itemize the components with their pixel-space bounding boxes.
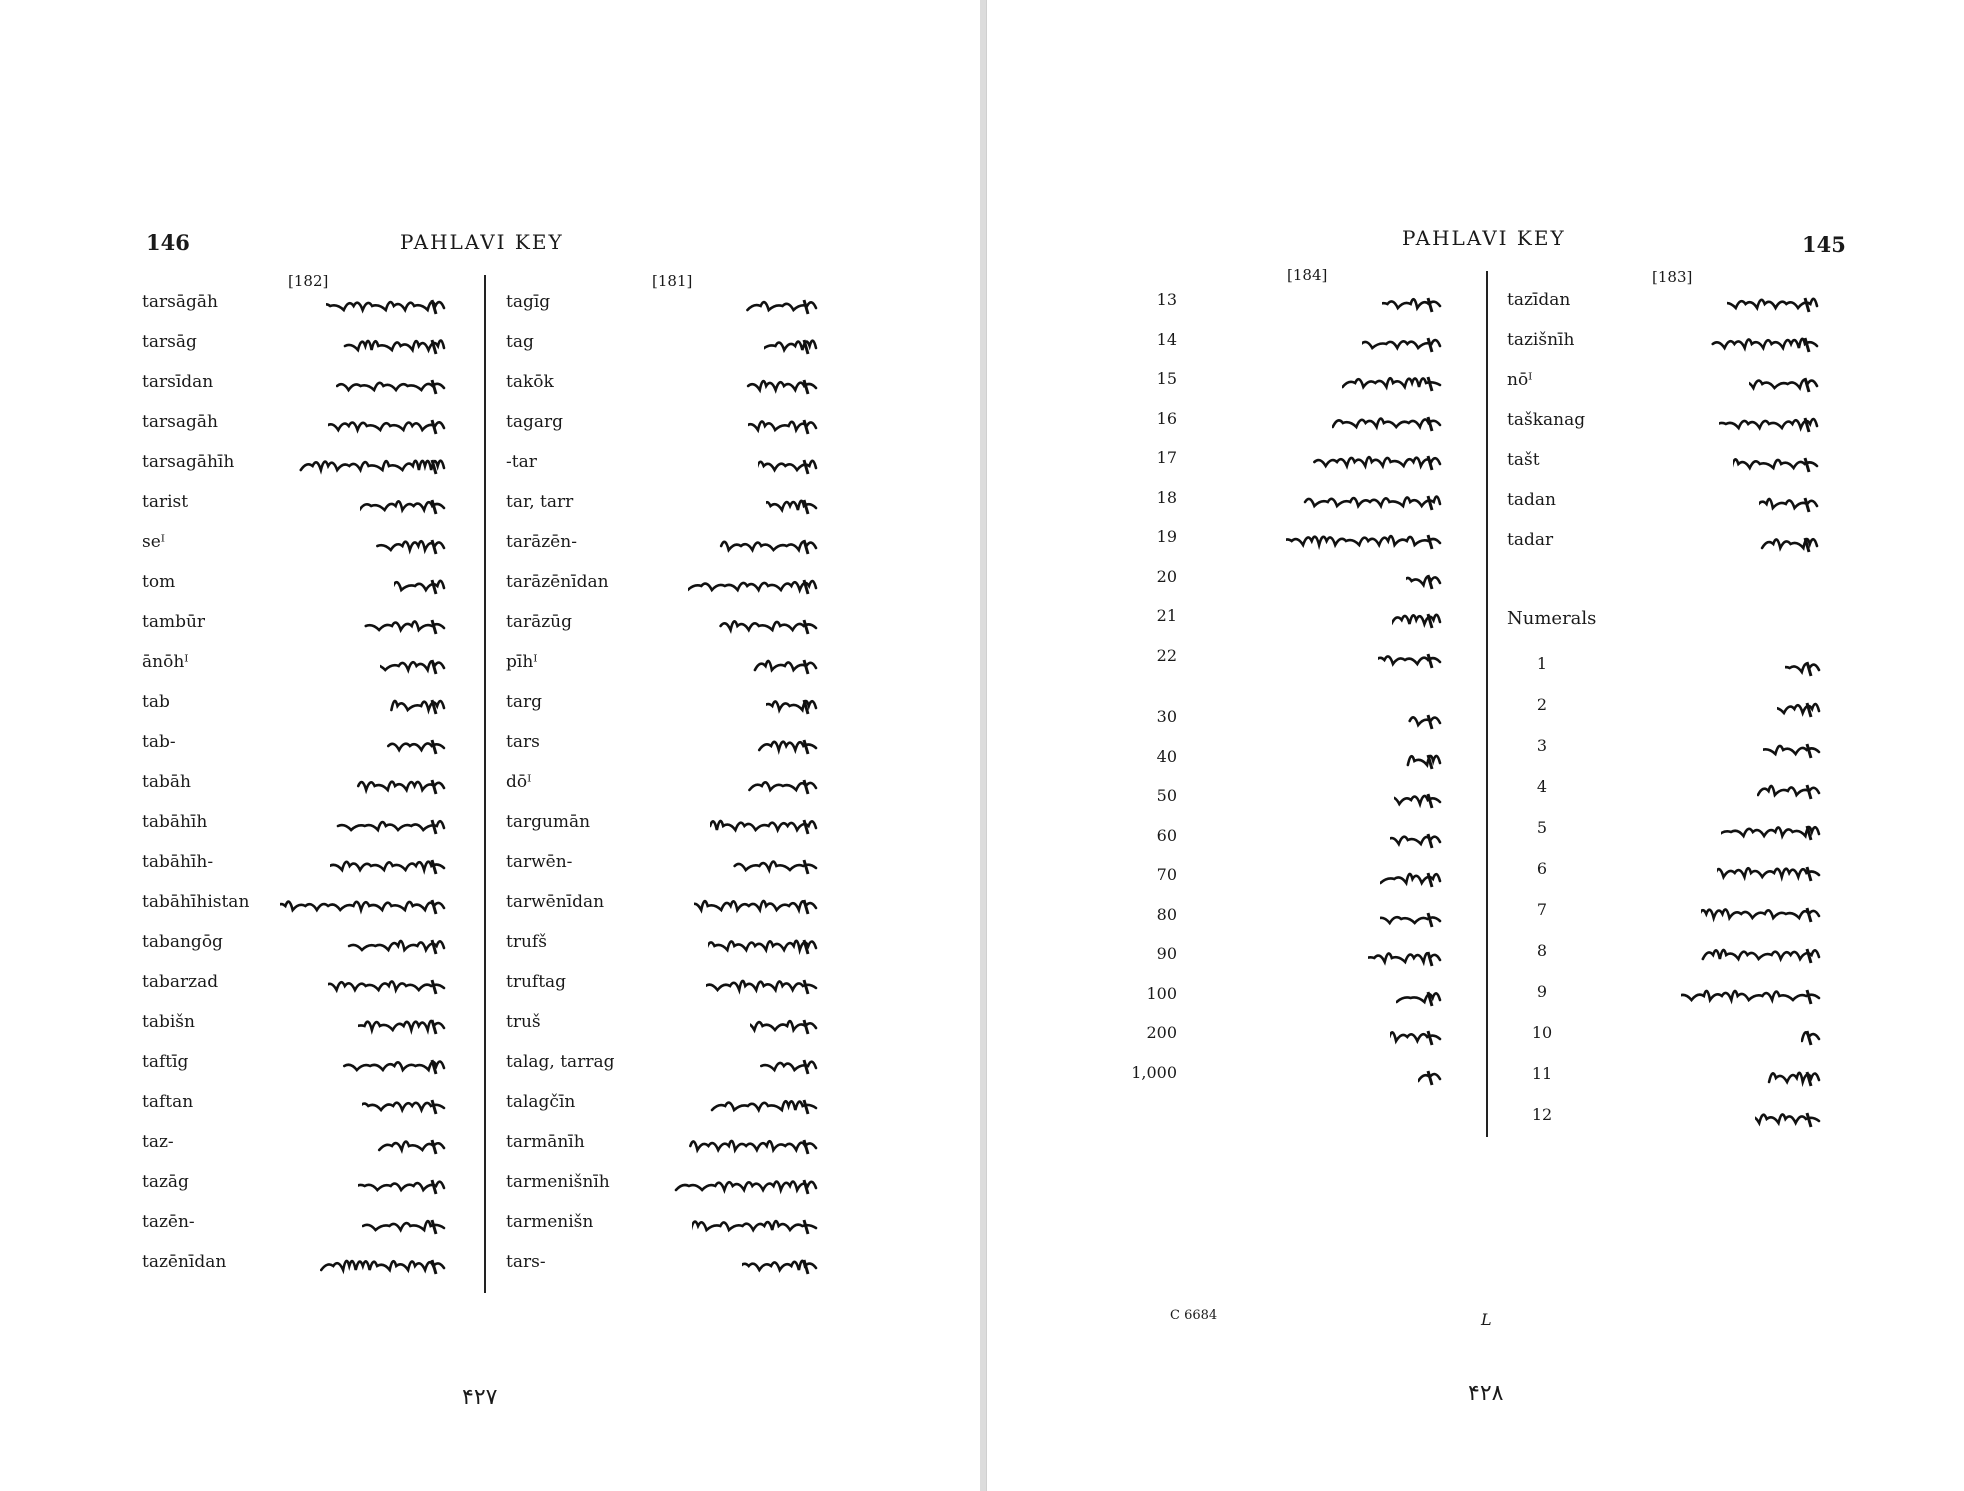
transliteration: tabāhīhistan [142,892,250,912]
transliteration: tadan [1507,490,1556,510]
glossary-row [987,370,1964,402]
pahlavi-script-glyph [706,970,818,1000]
transliteration: tarmenišn [506,1212,594,1232]
pahlavi-script-glyph [710,810,818,840]
pahlavi-script-glyph [750,1010,818,1040]
numeral-value: 13 [1156,290,1177,309]
glossary-row [0,1052,980,1084]
pahlavi-script-glyph [718,610,818,640]
transliteration: pīhᴵ [506,652,538,672]
pahlavi-script-glyph [748,770,818,800]
pahlavi-script-glyph [710,1090,818,1120]
glossary-row [0,452,980,484]
glossary-row [0,412,980,444]
left-page [0,0,981,1491]
numeral-row [987,1105,1964,1137]
glossary-row [0,972,980,1004]
transliteration: tagīg [506,292,551,312]
pahlavi-script-glyph [674,1170,818,1200]
glossary-row [0,1092,980,1124]
pahlavi-script-glyph [764,330,818,360]
numeral-value: 11 [1531,1064,1553,1083]
transliteration: nōᴵ [1507,370,1533,390]
pahlavi-script-glyph [688,1130,818,1160]
pahlavi-script-glyph [1785,652,1821,682]
transliteration: talagčīn [506,1092,576,1112]
pahlavi-script-glyph [694,890,818,920]
pahlavi-script-glyph [766,690,818,720]
numeral-row [987,567,1964,599]
transliteration: tab- [142,732,176,752]
pahlavi-script-glyph [718,530,818,560]
transliteration: taftan [142,1092,194,1112]
numeral-value: 12 [1531,1105,1553,1124]
transliteration: tarsīdan [142,372,214,392]
pahlavi-script-glyph [1701,898,1821,928]
glossary-row [987,530,1964,562]
column-ref-183: [183] [1652,268,1693,286]
transliteration: -tar [506,452,537,472]
glossary-row [0,1012,980,1044]
right-page [986,0,1964,1491]
transliteration: tars- [506,1252,546,1272]
pahlavi-script-glyph [708,930,818,960]
pahlavi-script-glyph [692,1210,818,1240]
transliteration: dōᴵ [506,772,532,792]
transliteration: ānōhᴵ [142,652,189,672]
column-ref-181: [181] [652,272,693,290]
pahlavi-script-glyph [1755,1103,1821,1133]
transliteration: tom [142,572,176,592]
transliteration: tar, tarr [506,492,574,512]
transliteration: tarist [142,492,189,512]
glossary-row [0,612,980,644]
numeral-value: 9 [1536,982,1548,1001]
numeral-value: 14 [1156,329,1177,349]
pahlavi-script-glyph [758,450,818,480]
numeral-row [987,941,1964,973]
glossary-row [0,852,980,884]
transliteration: tarsagāh [142,412,218,432]
glossary-row [987,330,1964,362]
numeral-value: 60 [1156,825,1177,845]
glossary-row [0,332,980,364]
glossary-row [987,290,1964,322]
glossary-row [0,892,980,924]
numeral-value: 5 [1536,818,1548,837]
transliteration: taftīg [142,1052,189,1072]
glossary-row [0,652,980,684]
numeral-value: 19 [1156,527,1177,546]
transliteration: tarwēnīdan [506,892,605,912]
running-head: PAHLAVI KEY [400,230,564,254]
numeral-value: 70 [1156,865,1177,884]
transliteration: tarmānīh [506,1132,585,1152]
numeral-row [987,1064,1964,1096]
glossary-row [0,1212,980,1244]
transliteration: taškanag [1507,410,1586,430]
pahlavi-script-glyph [1392,604,1442,634]
transliteration: truš [506,1012,541,1032]
transliteration: tabāhīh [142,812,208,832]
glossary-row [0,1132,980,1164]
persian-page-number: ۴۲۸ [1468,1381,1504,1406]
numeral-value: 8 [1536,941,1548,960]
numeral-row [987,982,1964,1014]
numeral-row [987,695,1964,727]
numeral-value: 7 [1536,900,1548,919]
pahlavi-script-glyph [1757,775,1821,805]
pahlavi-script-glyph [1709,328,1819,358]
transliteration: tarsagāhīh [142,452,235,472]
glossary-row [0,572,980,604]
numerals-heading: Numerals [1507,608,1597,629]
glossary-row [0,932,980,964]
transliteration: tagarg [506,412,563,432]
transliteration: tab [142,692,170,712]
pahlavi-script-glyph [1765,1062,1821,1092]
numeral-value: 4 [1536,777,1548,796]
glossary-row [987,487,1964,522]
pahlavi-script-glyph [1749,368,1819,398]
transliteration: tarāzūg [506,612,573,632]
pahlavi-script-glyph [1763,734,1821,764]
transliteration: tazīdan [1507,290,1571,310]
glossary-row [0,492,980,524]
numeral-value: 80 [1156,904,1177,924]
pahlavi-script-glyph [1759,528,1819,558]
glossary-row [0,372,980,404]
numeral-value: 3 [1536,736,1548,755]
numeral-value: 30 [1156,707,1177,726]
numeral-row [987,654,1964,686]
numeral-row [987,818,1964,850]
numeral-value: 1 [1536,654,1548,673]
numeral-row [987,777,1964,809]
numeral-value: 21 [1156,606,1177,625]
glossary-row [0,772,980,804]
transliteration: tarāzēn- [506,532,577,552]
numeral-value: 6 [1536,859,1548,878]
glossary-row [0,292,980,324]
pahlavi-script-glyph [732,850,818,880]
pahlavi-script-glyph [748,410,818,440]
numeral-value: 1,000 [1131,1062,1177,1082]
transliteration: tabāhīh- [142,852,214,872]
sheet-letter: L [1481,1310,1492,1329]
transliteration: tag [506,332,534,352]
page-number: 146 [146,230,190,255]
glossary-row [0,692,980,724]
numeral-value: 10 [1531,1023,1553,1042]
transliteration: taz- [142,1132,174,1152]
transliteration: talag, tarrag [506,1052,615,1072]
pahlavi-script-glyph [1759,488,1819,518]
pahlavi-script-glyph [742,1250,818,1280]
transliteration: tazāg [142,1172,189,1192]
page-number: 145 [1802,232,1846,257]
numeral-row [987,859,1964,891]
numeral-value: 90 [1156,944,1177,963]
transliteration: tarsāg [142,332,197,352]
glossary-row [0,1172,980,1204]
pahlavi-script-glyph [746,370,818,400]
pahlavi-script-glyph [756,730,818,760]
running-head: PAHLAVI KEY [1402,226,1566,250]
transliteration: tadar [1507,530,1554,550]
pahlavi-script-glyph [1717,857,1821,887]
glossary-row [987,410,1964,442]
numeral-value: 16 [1156,408,1177,428]
pahlavi-script-glyph [1777,693,1821,723]
pahlavi-script-glyph [1733,448,1819,478]
transliteration: tazēn- [142,1212,195,1232]
transliteration: takōk [506,372,554,392]
glossary-row [0,732,980,764]
transliteration: seᴵ [142,532,166,552]
transliteration: tarāzēnīdan [506,572,609,592]
transliteration: tazišnīh [1507,330,1575,350]
transliteration: tarmenišnīh [506,1172,610,1192]
glossary-row [0,1252,980,1284]
numeral-value: 2 [1536,695,1548,714]
glossary-row [0,812,980,844]
numeral-value: 40 [1156,746,1177,766]
transliteration: tabišn [142,1012,195,1032]
column-ref-184: [184] [1287,266,1328,284]
numeral-value: 200 [1146,1023,1177,1042]
pahlavi-script-glyph [1681,980,1821,1010]
transliteration: tazēnīdan [142,1252,227,1272]
numeral-value: 15 [1156,369,1177,388]
pahlavi-script-glyph [1721,816,1821,846]
numeral-value: 50 [1156,786,1177,805]
transliteration: tars [506,732,540,752]
pahlavi-script-glyph [766,490,818,520]
numeral-value: 17 [1156,448,1177,467]
pahlavi-script-glyph [1406,565,1442,595]
glossary-row [987,450,1964,482]
numeral-value: 22 [1156,645,1177,665]
glossary-row [0,532,980,564]
pahlavi-script-glyph [1727,288,1819,318]
pahlavi-script-glyph [746,290,818,320]
numeral-row [987,900,1964,932]
numeral-row [987,606,1964,638]
pahlavi-script-glyph [688,570,818,600]
numeral-row [987,736,1964,768]
transliteration: tabangōg [142,932,223,952]
transliteration: tarsāgāh [142,292,218,312]
transliteration: tambūr [142,612,206,632]
persian-page-number: ۴۲۷ [462,1385,498,1410]
pahlavi-script-glyph [1719,408,1819,438]
numeral-value: 20 [1156,566,1177,586]
printer-signature: C 6684 [1170,1308,1218,1323]
transliteration: tašt [1507,450,1540,470]
transliteration: targumān [506,812,591,832]
transliteration: targ [506,692,542,712]
pahlavi-script-glyph [752,650,818,680]
transliteration: tabāh [142,772,191,792]
transliteration: tarwēn- [506,852,573,872]
numeral-row [987,1023,1964,1055]
transliteration: tabarzad [142,972,219,992]
column-ref-182: [182] [288,272,329,290]
pahlavi-script-glyph [760,1050,818,1080]
numeral-value: 18 [1156,487,1177,507]
transliteration: truftag [506,972,567,992]
transliteration: trufš [506,932,547,952]
pahlavi-script-glyph [1801,1021,1821,1051]
numeral-value: 100 [1146,983,1177,1003]
pahlavi-script-glyph [1701,939,1821,969]
